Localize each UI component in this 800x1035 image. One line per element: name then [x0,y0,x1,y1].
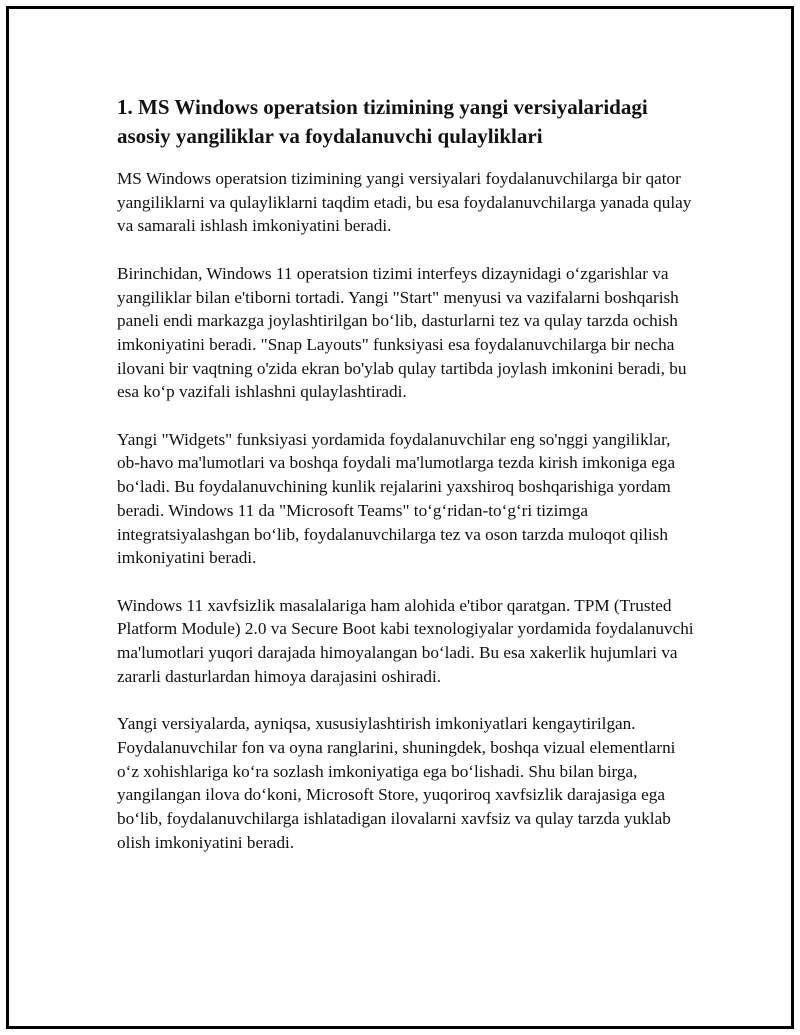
document-body [117,93,697,878]
paragraph-widgets: Yangi "Widgets" funksiyasi yordamida foydalanuvchilar eng so'nggi yangiliklar, ob-havo ma'lumotlari va boshqa foydali ma'lumotlarga tezda kirish imkoniga ega bo‘ladi. Bu foydalanuvchining kunlik rejalarini yaxshiroq boshqarishiga yordam beradi. Windows 11 da "Microsoft Teams" to‘g‘ridan-to‘g‘ri tizimga integratsiyalashgan bo‘lib, foydalanuvchilarga tez va oson tarzda muloqot qilish imkoniyatini beradi. [117,429,676,568]
paragraph-intro: MS Windows operatsion tizimining yangi versiyalari foydalanuvchilarga bir qator yangiliklarni va qulayliklarni taqdim etadi, bu esa foydalanuvchilarga yanada qulay va samarali ishlash imkoniyatini beradi. [117,169,692,236]
section-heading: 1. MS Windows operatsion tizimining yangi versiyalaridagi asosiy yangiliklar va foydalanuvchi qulayliklari [117,95,648,148]
paragraph-security: Windows 11 xavfsizlik masalalariga ham alohida e'tibor qaratgan. TPM (Trusted Platform Module) 2.0 va Secure Boot kabi texnologiyalar yordamida foydalanuvchi ma'lumotlari yuqori darajada himoyalangan bo‘ladi. Bu esa xakerlik hujumlari va zararli dasturlardan himoya darajasini oshiradi. [117,595,694,686]
paragraph-interface: Birinchidan, Windows 11 operatsion tizimi interfeys dizaynidagi o‘zgarishlar va yangiliklar bilan e'tiborni tortadi. Yangi "Start" menyusi va vazifalarni boshqarish paneli endi markazga joylashtirilgan bo‘lib, dasturlarni tez va qulay tarzda ochish imkoniyatini beradi. "Snap Layouts" funksiyasi esa foydalanuvchilarga bir necha ilovani bir vaqtning o'zida ekran bo'ylab qulay tartibda joylash imkonini beradi, bu esa ko‘p vazifali ishlashni qulaylashtiradi. [117,263,687,402]
paragraph-personalization: Yangi versiyalarda, ayniqsa, xususiylashtirish imkoniyatlari kengaytirilgan. Foydalanuvchilar fon va oyna ranglarini, shuningdek, boshqa vizual elementlarni o‘z xohishlariga ko‘ra sozlash imkoniyatiga ega bo‘lishadi. Shu bilan birga, yangilangan ilova do‘koni, Microsoft Store, yuqoriroq xavfsizlik darajasiga ega bo‘lib, foydalanuvchilarga ishlatadigan ilovalarni xavfsiz va qulay tarzda yuklab olish imkoniyatini beradi. [117,714,676,852]
